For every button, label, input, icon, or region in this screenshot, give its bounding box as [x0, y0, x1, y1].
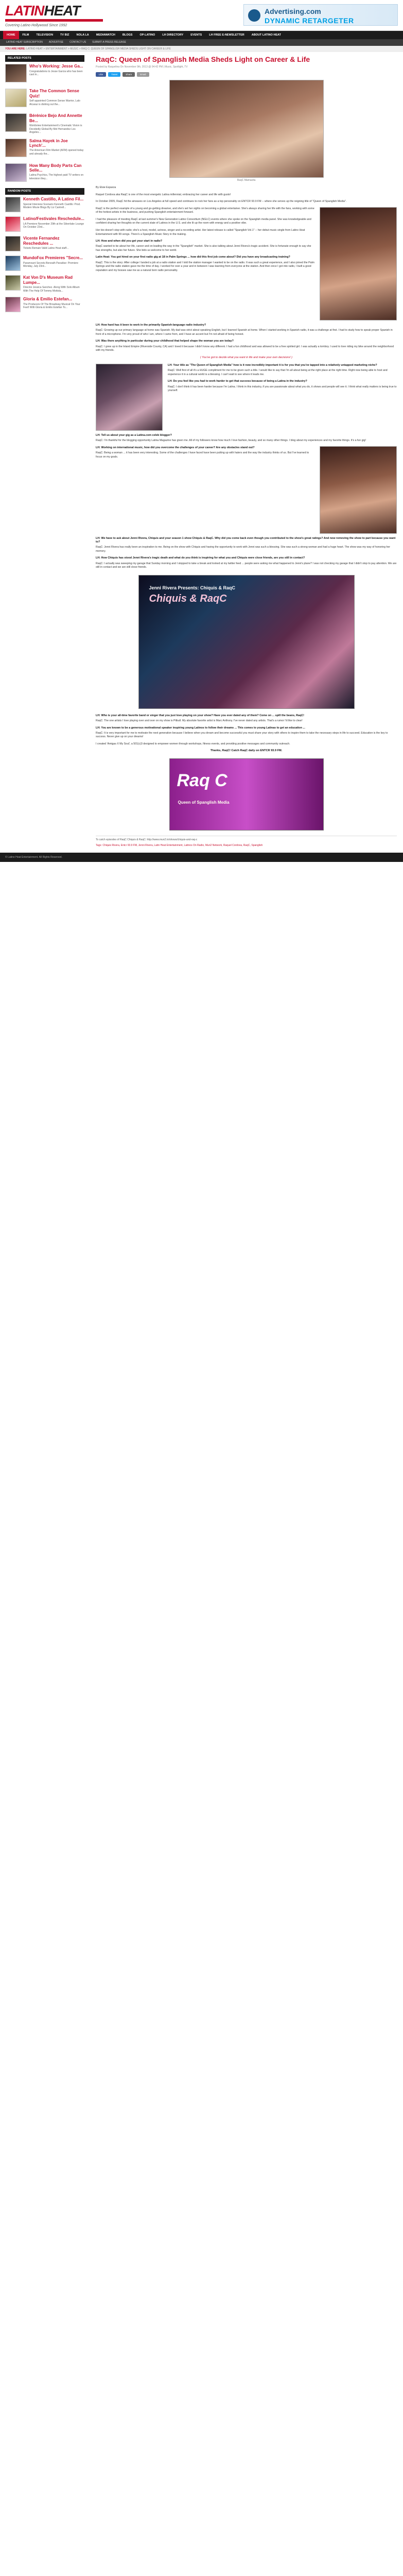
- logo-underline: [5, 19, 103, 22]
- ad-logo-icon: [248, 9, 260, 22]
- related-post-snippet: Latina Psychics, The highest paid TV writers on television they...: [29, 174, 84, 181]
- random-post[interactable]: [5, 197, 84, 212]
- random-post-thumbnail[interactable]: [5, 197, 21, 212]
- logo-accent: HEAT: [44, 3, 80, 19]
- random-post-snippet: Director Jessica Sanchez. Along With Solo Album With The Help Of Tommy Mottola...: [23, 285, 80, 293]
- nav-tv-biz[interactable]: TV BIZ: [60, 33, 69, 37]
- promo-subtitle: Queen of Spanglish Media: [178, 800, 230, 805]
- random-post-thumbnail[interactable]: [5, 256, 21, 271]
- interview-question: LH: You are known to be a generous motivational speaker inspiring young Latinos to follow their dreams ... This comes to young Latinas to get an education ...: [96, 726, 305, 730]
- closing-paragraph: I created 'Amigas X My Soul', a 501(c)3 designed to empower women through workshops, fitness events, and providing positive messages and community outreach.: [96, 742, 290, 745]
- nav-mediawatch[interactable]: MEDIAWATCH: [96, 33, 115, 37]
- logo[interactable]: [5, 3, 108, 28]
- raqc-promo-image: [169, 758, 324, 831]
- promo-title: Raq C: [177, 771, 227, 791]
- site-header: [0, 0, 403, 31]
- random-post-thumbnail[interactable]: [5, 297, 21, 312]
- related-post-thumbnail[interactable]: [5, 89, 27, 107]
- nav-events[interactable]: EVENTS: [190, 33, 202, 37]
- related-post[interactable]: [5, 113, 84, 134]
- breadcrumb-path[interactable]: LATINO HEAT > ENTERTAINMENT > MUSIC > RAQ C: QUEEN OF SPANGLISH MEDIA SHEDS LIGHT ON CAREER & LIFE: [26, 47, 171, 50]
- random-post-title[interactable]: MundoFox Premieres "Secre...: [23, 256, 83, 261]
- related-post-snippet: Worldview Entertainment's Cinematic Vision is Decidedly Global By Mel Hernandez Los Angeles...: [29, 124, 82, 134]
- random-post-title[interactable]: Kenneth Castillo, A Latino Fil...: [23, 197, 84, 202]
- random-post-thumbnail[interactable]: [5, 236, 21, 251]
- interview-answer: RaqC: Jenni Rivera has really been an inspiration to me. Being on the show with Chiquis and having the opportunity to work with Jenni was such a blessing. She was such a strong woman and had a huge heart. The show was my way of honoring her memory.: [96, 546, 391, 553]
- related-post-thumbnail[interactable]: [5, 113, 27, 132]
- email-button[interactable]: Email: [137, 72, 149, 77]
- interview-question: LH: Tell us about your gig as a Latina.com celeb blogger?: [96, 433, 172, 437]
- nav-op-latino[interactable]: OP-LATINO: [139, 33, 155, 37]
- nav-nola-la[interactable]: NOLA LA: [76, 33, 89, 37]
- nav-about[interactable]: ABOUT LATINO HEAT: [251, 33, 281, 37]
- facebook-like-button[interactable]: Like: [96, 72, 106, 77]
- article-tags[interactable]: Tags: Chiquis Rivera, Entcr 93.9 FM, Jenni Rivera, Latin Heat Entertainment, Latinos On Radio, Mun2 Network, Raquel Cordova, RaqC, Spanglish: [96, 843, 263, 847]
- interview-answer: RaqC: Growing up our primary language at home was Spanish. My dad was strict about speaking English, but I learned Spanish at home. When I started working in Spanish radio, it was a challenge at first. I had to study how to speak proper Spanish in front of a microphone. I'm very proud of who I am, where I came from, and I have an accent but I'm not afraid of being honest.: [96, 329, 393, 336]
- related-post-title[interactable]: Bérénice Bejo And Annette Be...: [29, 113, 82, 123]
- nav-blogs[interactable]: BLOGS: [122, 33, 133, 37]
- related-post-thumbnail[interactable]: [5, 139, 27, 157]
- main-nav: [0, 31, 403, 39]
- random-post[interactable]: [5, 275, 84, 293]
- interview-question: LH: Working on international music, how did you overcome the challenges of your career? Are any obstacles stand out?: [96, 446, 255, 449]
- interview-question: LH: Your title as "The Queen of Spanglish Media" how is it now incredibly important it is for you that you've tapped into a relatively untapped marketing niche?: [168, 363, 377, 367]
- interview-question: LH: How Chiquis has stood Jenni Rivera's tragic death and what do you think is inspiring for what you and Chiquis were close friends, are you still in contact?: [96, 556, 305, 560]
- random-post-title[interactable]: Latino/Festivales Reschedule...: [23, 216, 84, 222]
- random-post-title[interactable]: Kat Von D's Museum Rad Lumpe...: [23, 275, 73, 285]
- random-post-snippet: Special Interview Scenario Kenneth Castillo: Prod. Modern Movie Blogs By Liz Cantrell...: [23, 202, 81, 210]
- article: [87, 52, 403, 853]
- ad-line1: Advertising.com: [265, 7, 321, 15]
- share-bar: [96, 72, 397, 77]
- ad-banner[interactable]: [243, 4, 398, 26]
- random-posts-title: RANDOM POSTS: [5, 188, 84, 195]
- related-post-title[interactable]: Who's Working: Jesse Ga...: [29, 64, 83, 69]
- pull-quote: ( You've got to decide what you want in life and make your own decisions! ): [200, 355, 292, 359]
- hero-image: [169, 80, 324, 178]
- random-post-snippet: Paramount Secrets Beneath Paradise: Premiere Monday, July 23rd...: [23, 261, 78, 268]
- random-post-snippet: Tickets Remain Valid Latino Heat staff...: [23, 246, 69, 250]
- intro-paragraph: I had the pleasure of meeting RaqC at last summer's New Generation Latino Consortium (NGLC) events where she spoke on the Spanglish media panel. She was knowledgeable and confident sharing her thoughts on the current state of Latinos in the U.S. and she lit up the room with energy and a positive vibe.: [96, 217, 311, 225]
- ad-line2: DYNAMIC RETARGETER: [265, 16, 354, 25]
- related-post-snippet: The American Film Market (AFM) opened today and already the...: [29, 149, 84, 156]
- interview-question: LH: Who is your all-time favorite band or singer that you just love playing on your show? Have you ever dated any of them? Come on ... spill the beans, RaqC!: [96, 714, 304, 717]
- subnav-contact[interactable]: CONTACT US: [69, 41, 86, 44]
- interview-answer: RaqC: This is the story: After college I landed a job at a radio station and I told the station manager I wanted to be on the radio. It was such a great experience, and I also joined the Palm Springs and the radio station gave me the time of day. I worked for over a year and in between I was learning from everyone at the station. And then once I got into radio, I built a good reputation and my bosses saw me as a natural born radio personality.: [96, 261, 314, 272]
- interview-answer: RaqC wanted to be about her life, career and on leading the way in the "Spanglish" market. She is also talking about Jenni Rivera's tragic accident. She is fortunate enough to say she has strengths, but also her future. She bids us welcome to her world.: [96, 245, 311, 252]
- interview-question: LH: How and when did you get your start in radio?: [96, 240, 163, 243]
- interview-question: LH: Was there anything in particular during your childhood that helped shape the woman you are today?: [96, 340, 234, 343]
- subnav-advertise[interactable]: ADVERTISE: [48, 41, 64, 44]
- related-post[interactable]: [5, 163, 84, 184]
- nav-television[interactable]: TELEVISION: [36, 33, 54, 37]
- episodes-link[interactable]: To catch episodes of RaqC Chiquis & RaqC: http://www.mun2.tv/shows/chiquis-and-raq-c: [96, 836, 397, 842]
- random-post-thumbnail[interactable]: [5, 216, 21, 232]
- random-post-title[interactable]: Gloria & Emilio Estefan...: [23, 297, 73, 302]
- random-post-title[interactable]: Vicente Fernandez Reschedules ...: [23, 236, 60, 246]
- intro-paragraph: In October 2005, RaqC hit the airwaves on Los Angeles at full speed and continues to rock her fans as a top personality on ENTCR 93.9 FM -- where she serves up the reigning title of "Queen of Spanglish Media".: [96, 200, 347, 204]
- interview-question: LH: Do you feel like you had to work harder to get that success because of being a Latina in the industry?: [168, 380, 307, 383]
- related-post-title[interactable]: Salma Hayek in Joe Lynch'...: [29, 139, 68, 148]
- nav-film[interactable]: FILM: [22, 33, 29, 37]
- random-post-thumbnail[interactable]: [5, 275, 21, 291]
- interview-question: LH: How hard has it been to work in the primarily Spanish-language radio industry?: [96, 323, 206, 327]
- interview-question: LH: We have to ask about Jenni Rivera, Chiquis and your season 1 show Chiquis & RaqC. Why did you come back even though you contributed to the show's great ratings? And now removing the show to part because you want to?: [96, 536, 396, 544]
- breadcrumb: [0, 46, 403, 52]
- thanks-line: Thanks, RaqC! Catch RaqC daily on ENTCR 93.9 FM.: [210, 749, 283, 753]
- sidebar: [0, 52, 87, 853]
- random-post-snippet: LA Premiere November 29th at the Silverlake Lounge On October 23rd...: [23, 222, 84, 229]
- interview-answer: RaqC: It is very important for me to motivate the next generation because I believe when you dream and become successful you must share your story with others to inspire them to take the necessary steps in life to succeed. Education is the key to success. Never give up on your dreams!: [96, 731, 388, 739]
- intro-paragraph: Her bio doesn't stop with radio; she's a host, model, actress, singer and a recording artist. Her latest release is called "Spanglish Vol.1" -- her debut music single from Latino Heat Entertainment with 99 songs. There's a Spanglish Music Story in the making.: [96, 229, 305, 236]
- related-post[interactable]: [5, 89, 84, 109]
- tweet-button[interactable]: Tweet: [108, 72, 120, 77]
- related-post-snippet: Self appointed Common Sense Warrior, Lalo Alcaraz is dishing out the...: [29, 99, 80, 106]
- breadcrumb-label: YOU ARE HERE:: [5, 47, 26, 50]
- raqc-second-portrait-image: [320, 446, 397, 534]
- interview-answer: RaqC: I actually was sweeping my garage that Sunday morning and I stopped to take a break and looked at my twitter feed ... people were asking me what happened to Jenni's plane? I was not checking my garage that I didn't stop to pay attention. We are still in contact and we are still close friends.: [96, 562, 397, 569]
- subnav-submit[interactable]: SUBMIT A PRESS RELEASE: [92, 41, 126, 44]
- related-post[interactable]: [5, 139, 84, 159]
- tagline: Covering Latino Hollywood Since 1992: [5, 24, 67, 27]
- nav-newsletter[interactable]: LH FREE E-NEWSLETTER: [209, 33, 244, 37]
- interview-answer: RaqC: I'm thankful for the blogging opportunity Latina Magazine has given me. All of my followers know how much I love fashion, beauty, and so many other things. I blog about my experiences and my favorite things. It's a fun gig!: [96, 439, 366, 443]
- nav-directory[interactable]: LH DIRECTORY: [162, 33, 184, 37]
- random-post[interactable]: [5, 236, 84, 251]
- related-post-snippet: Congratulations to Jesse Garcia who has been cast in...: [29, 70, 83, 77]
- related-post[interactable]: [5, 64, 84, 84]
- interview-answer: RaqC: The one artists I love playing over and over on my show is Pitbull. My absolute favorite artist is Marc Anthony. I've never dated any artists. That's a rumor I'd like to clear!: [96, 719, 303, 723]
- intro-paragraph: RaqC is the perfect example of a young and go-getting dreamer, and she's set her sights on becoming a global entertainer. She's always sharing her life with the fans, working with some of the hottest artists in the business, and pushing Spanglish entertainment forward.: [96, 207, 314, 214]
- sub-nav: [0, 39, 403, 46]
- logo-main: LATIN: [5, 3, 44, 19]
- chiquis-and-raqc-show-image: [138, 575, 355, 709]
- share-button[interactable]: Share: [122, 72, 135, 77]
- related-post-title[interactable]: Take The Common Sense Quiz!: [29, 89, 79, 98]
- random-post-snippet: The Producers Of The Broadway Musical On Your Feet! With Gloria & Emilio Estefan To...: [23, 302, 80, 310]
- site-footer: © Latino Heat Entertainment. All Rights Reserved.: [0, 853, 403, 862]
- related-post-title[interactable]: How Many Body Parts Can Selle...: [29, 163, 82, 173]
- interview-answer: RaqC: I don't think it has been harder because I'm Latina. I think in this industry, if you are passionate about what you do, it shows and people will see it. I think what really matters is being true to yourself.: [168, 385, 397, 393]
- random-post[interactable]: [5, 297, 84, 312]
- subnav-subscription[interactable]: LATINO HEAT SUBSCRIPTION: [6, 41, 43, 44]
- hero-caption: RaqC Mamacita: [237, 178, 256, 182]
- byline: By Elsie Esparza: [96, 186, 116, 190]
- related-post-thumbnail[interactable]: [5, 163, 27, 182]
- show-image-title: Chiquis & RaqC: [149, 592, 227, 604]
- intro-paragraph: Raquel Cordova aka RaqC is one of the most energetic Latina millennial, embracing her career and life with gusto!: [96, 193, 231, 196]
- random-post[interactable]: [5, 216, 84, 232]
- interview-answer: RaqC: Being a woman ... it has been very interesting. Some of the challenges I have faced have been putting up with haters and the way the industry thinks of us. But I've learned to focus on my goals.: [96, 451, 309, 459]
- interview-answer: RaqC: Well first of all it's a HUGE compliment for me to be given such a title. I would like to say that I'm all about being at the right place at the right time. Right now being able to host and experience it in a cultural world is a blessing. I can't wait to see where it leads me.: [168, 369, 388, 376]
- show-image-caption: Jenni Rivera Presents: Chiquis & RaqC: [149, 585, 236, 590]
- raqc-portrait-image: [320, 207, 397, 320]
- random-post[interactable]: [5, 256, 84, 271]
- article-meta: Posted by Raquelina On November 9th, 2013 @ 04:42 PM | Music, Spotlight, TV: [96, 65, 188, 69]
- related-post-thumbnail[interactable]: [5, 64, 27, 82]
- related-posts-title: RELATED POSTS: [5, 55, 84, 62]
- nav-home[interactable]: HOME: [3, 31, 19, 39]
- raqc-studio-image: [96, 364, 163, 431]
- interview-question: Latin Heat: You got hired on your first radio gig at 18 in Palm Springs ... how did this first job come about? Did you have any broadcasting training?: [96, 256, 290, 259]
- article-title: RaqC: Queen of Spanglish Media Sheds Light on Career & Life: [96, 55, 310, 63]
- interview-answer: RaqC: I grew up in the Inland Empire (Riverside County, CA) and I loved it because I didn't know any different. I had a fun childhood and was allowed to be a free spirited girl. I was actually a tomboy. I used to love riding my bike around the neighborhood with my friends.: [96, 345, 394, 352]
